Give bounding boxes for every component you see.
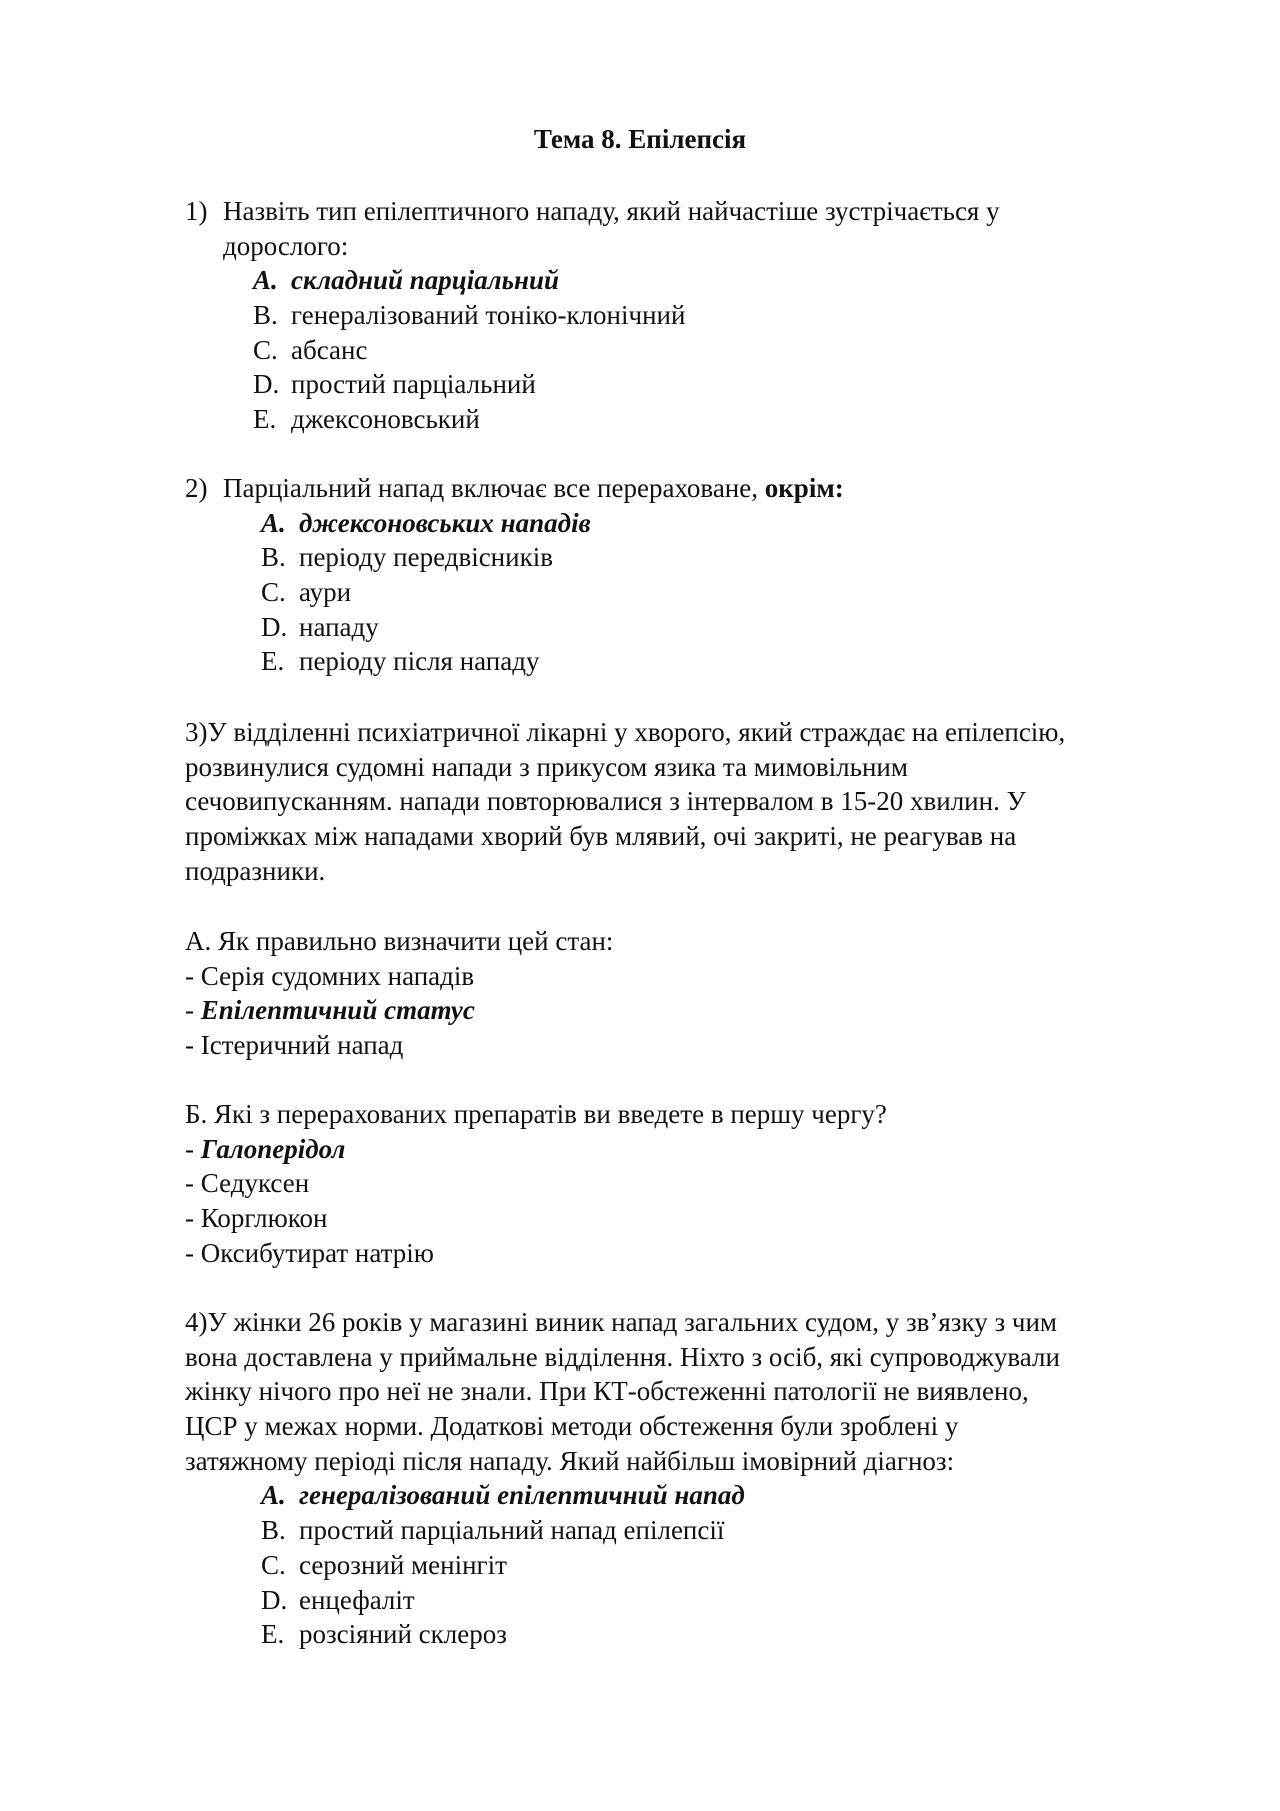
question-number: 1): [185, 196, 208, 226]
answer-option: C. серозний менінгіт: [261, 1549, 507, 1580]
question-text-continued: дорослого:: [223, 230, 349, 261]
question-3-part-a: [185, 924, 1185, 1063]
answer-option: - Серія судомних нападів: [185, 960, 475, 991]
answer-option: - Оксибутират натрію: [185, 1237, 434, 1268]
answer-option: B. періоду передвісників: [261, 542, 553, 573]
answer-option-correct: A. генералізований епілептичний напад: [261, 1480, 745, 1511]
answer-option: E. розсіяний склероз: [261, 1619, 507, 1650]
answer-option: E. джексоновський: [253, 404, 480, 435]
question-1-stem: [185, 194, 1185, 229]
answer-options: [185, 1478, 1185, 1651]
question-number: 2): [185, 473, 208, 503]
answer-option: D. нападу: [261, 611, 379, 642]
page-title: Тема 8. Епілепсія: [533, 124, 747, 154]
question-text: Назвіть тип епілептичного нападу, який найчастіше зустрічається у: [223, 196, 1000, 226]
answer-option: C. абсанс: [253, 334, 368, 365]
answer-options: [185, 263, 1185, 436]
answer-option: E. періоду після нападу: [261, 646, 540, 677]
question-4: [185, 1305, 1185, 1652]
answer-option: B. простий парціальний напад епілепсії: [261, 1515, 725, 1546]
answer-option: D. енцефаліт: [261, 1584, 415, 1615]
answer-option-correct: - Епілептичний статус: [185, 995, 475, 1026]
answer-option: B. генералізований тоніко-клонічний: [253, 300, 686, 331]
question-2: [185, 471, 1185, 679]
question-4-stem: 4)У жінки 26 років у магазині виник напад загальних судом, у зв’язку з чим вона доставлена у приймальне відділення. Ніхто з осіб, які супроводжували жінку нічого про неї не знали. При КТ-обстеженні патології не виявлено, ЦСР у межах норми. Додаткові методи обстеження були зроблені у затяжному періоді після нападу. Який найбільш імовірний діагноз:: [185, 1307, 1060, 1476]
answer-option: - Корглюкон: [185, 1203, 328, 1234]
answer-option-correct: A. джексоновських нападів: [261, 507, 591, 538]
answer-option-correct: A. складний парціальний: [253, 265, 559, 296]
question-emphasis: окрім:: [764, 473, 844, 503]
question-1: [185, 194, 1185, 437]
answer-option: - Седуксен: [185, 1168, 310, 1199]
sub-question: А. Як правильно визначити цей стан:: [185, 926, 614, 956]
question-3: [185, 715, 1185, 888]
answer-options: [185, 506, 1185, 679]
question-3-part-b: [185, 1097, 1185, 1270]
question-text: Парціальний напад включає все перераховане,: [223, 473, 758, 503]
answer-option: D. простий парціальний: [253, 369, 536, 400]
sub-question: Б. Які з перерахованих препаратів ви введете в першу чергу?: [185, 1099, 887, 1129]
answer-option: - Істеричний напад: [185, 1030, 404, 1061]
answer-option: C. аури: [261, 577, 352, 608]
question-3-stem: 3)У відділенні психіатричної лікарні у хворого, який страждає на епілепсію, розвинулися судомні напади з прикусом язика та мимовільним сечовипусканням. напади повторювалися з інтервалом в 15-20 хвилин. У проміжках між нападами хворий був млявий, очі закриті, не реагував на подразники.: [185, 717, 1066, 886]
question-2-stem: [185, 471, 1185, 506]
answer-option-correct: - Галоперідол: [185, 1133, 346, 1164]
